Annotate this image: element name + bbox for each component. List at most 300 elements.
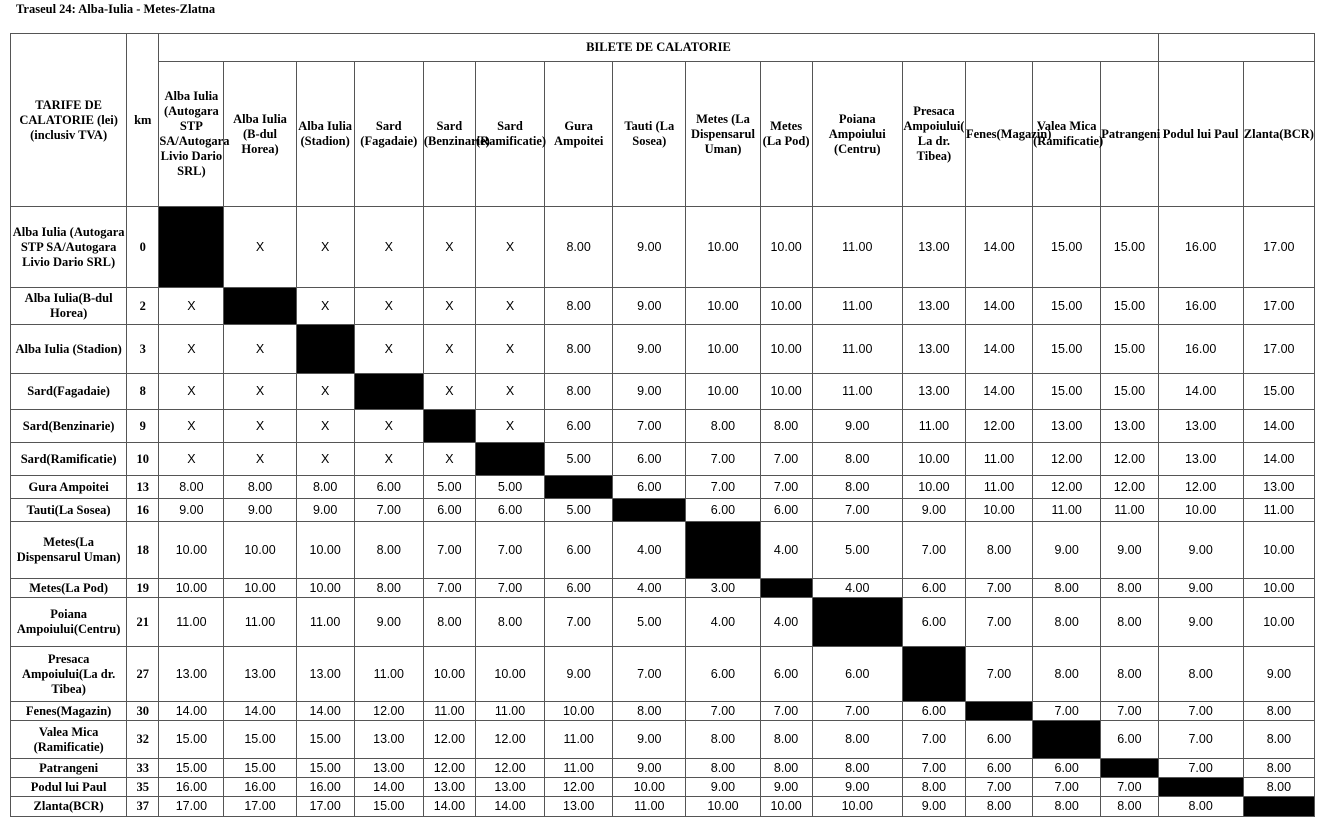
row-station-name: Metes(La Dispensarul Uman) <box>11 522 127 579</box>
fare-cell: 15.00 <box>1101 207 1158 288</box>
row-station-name: Patrangeni <box>11 759 127 778</box>
fare-cell: 10.00 <box>760 797 812 817</box>
fare-cell: 6.00 <box>965 721 1032 759</box>
fare-cell: 8.00 <box>545 207 613 288</box>
fare-cell: X <box>354 443 423 476</box>
fare-cell: 7.00 <box>902 721 965 759</box>
table-row <box>11 797 1315 817</box>
fare-cell: 6.00 <box>812 647 902 702</box>
fare-cell: 10.00 <box>1158 499 1243 522</box>
fare-cell: 10.00 <box>545 702 613 721</box>
fare-cell: 17.00 <box>1243 207 1314 288</box>
fare-cell: 11.00 <box>812 207 902 288</box>
fare-cell: 5.00 <box>812 522 902 579</box>
fare-cell: 15.00 <box>296 759 354 778</box>
row-km: 35 <box>127 778 159 797</box>
fare-cell: 7.00 <box>613 647 686 702</box>
fare-cell: 9.00 <box>296 499 354 522</box>
fare-cell: 6.00 <box>902 702 965 721</box>
fare-cell: 10.00 <box>902 476 965 499</box>
fare-cell: 6.00 <box>613 443 686 476</box>
fare-cell: X <box>354 288 423 325</box>
row-station-name: Alba Iulia(B-dul Horea) <box>11 288 127 325</box>
fare-cell: 17.00 <box>224 797 296 817</box>
fare-cell: 12.00 <box>423 759 475 778</box>
fare-cell: 15.00 <box>224 721 296 759</box>
fare-cell: 13.00 <box>296 647 354 702</box>
fare-cell: X <box>475 410 544 443</box>
fare-cell: 9.00 <box>1158 579 1243 598</box>
fare-cell: X <box>159 374 224 410</box>
table-row <box>11 759 1315 778</box>
fare-cell: 16.00 <box>1158 207 1243 288</box>
column-header: Tauti (La Sosea) <box>613 62 686 207</box>
fare-cell: 4.00 <box>686 598 760 647</box>
fare-cell: 15.00 <box>224 759 296 778</box>
fare-cell: 13.00 <box>1158 410 1243 443</box>
fare-cell: 7.00 <box>902 759 965 778</box>
fare-cell: 14.00 <box>354 778 423 797</box>
fare-cell: 4.00 <box>613 522 686 579</box>
fare-cell: X <box>224 374 296 410</box>
fare-cell: X <box>159 443 224 476</box>
fare-cell: 3.00 <box>686 579 760 598</box>
fare-cell: 16.00 <box>1158 288 1243 325</box>
tickets-header-blank <box>1158 34 1314 62</box>
fare-cell: 6.00 <box>423 499 475 522</box>
row-km: 30 <box>127 702 159 721</box>
fare-cell: 15.00 <box>159 759 224 778</box>
column-header: Sard (Fagadaie) <box>354 62 423 207</box>
table-row <box>11 579 1315 598</box>
fare-cell: X <box>475 207 544 288</box>
fare-cell: 8.00 <box>686 721 760 759</box>
table-row <box>11 207 1315 288</box>
row-station-name: Alba Iulia (Stadion) <box>11 325 127 374</box>
fare-cell: 6.00 <box>1033 759 1101 778</box>
fare-cell: X <box>423 443 475 476</box>
table-row <box>11 476 1315 499</box>
row-station-name: Sard(Fagadaie) <box>11 374 127 410</box>
fare-cell: 13.00 <box>1033 410 1101 443</box>
table-row <box>11 499 1315 522</box>
fare-cell: 6.00 <box>545 579 613 598</box>
diagonal-blank-cell <box>965 702 1032 721</box>
diagonal-blank-cell <box>1101 759 1158 778</box>
fare-cell: 8.00 <box>354 522 423 579</box>
fare-cell: 7.00 <box>965 778 1032 797</box>
fare-cell: 15.00 <box>1101 325 1158 374</box>
fare-cell: 8.00 <box>545 374 613 410</box>
fare-cell: 16.00 <box>1158 325 1243 374</box>
fare-cell: 7.00 <box>760 443 812 476</box>
fare-cell: 11.00 <box>812 374 902 410</box>
fare-cell: 15.00 <box>1101 288 1158 325</box>
fare-cell: 15.00 <box>354 797 423 817</box>
fare-cell: X <box>423 374 475 410</box>
fare-cell: 8.00 <box>159 476 224 499</box>
document-title: Traseul 24: Alba-Iulia - Metes-Zlatna <box>16 2 216 16</box>
fare-cell: 8.00 <box>1101 647 1158 702</box>
row-station-name: Alba Iulia (Autogara STP SA/Autogara Livio Dario SRL) <box>11 207 127 288</box>
diagonal-blank-cell <box>354 374 423 410</box>
fare-cell: 8.00 <box>812 476 902 499</box>
fare-cell: 14.00 <box>1158 374 1243 410</box>
fare-cell: 7.00 <box>613 410 686 443</box>
fare-cell: 14.00 <box>423 797 475 817</box>
diagonal-blank-cell <box>423 410 475 443</box>
row-station-name: Tauti(La Sosea) <box>11 499 127 522</box>
table-row <box>11 443 1315 476</box>
row-station-name: Sard(Benzinarie) <box>11 410 127 443</box>
fare-cell: 11.00 <box>545 759 613 778</box>
fare-cell: 8.00 <box>545 288 613 325</box>
row-station-name: Sard(Ramificatie) <box>11 443 127 476</box>
row-km: 3 <box>127 325 159 374</box>
fare-cell: 5.00 <box>423 476 475 499</box>
fare-cell: 10.00 <box>423 647 475 702</box>
fare-cell: X <box>296 443 354 476</box>
fare-cell: 10.00 <box>902 443 965 476</box>
fare-cell: 4.00 <box>760 522 812 579</box>
diagonal-blank-cell <box>1243 797 1314 817</box>
fare-cell: 8.00 <box>296 476 354 499</box>
fare-cell: 17.00 <box>296 797 354 817</box>
fare-cell: X <box>423 207 475 288</box>
fare-cell: 8.00 <box>1101 797 1158 817</box>
fare-cell: 10.00 <box>812 797 902 817</box>
fare-cell: 14.00 <box>475 797 544 817</box>
fare-cell: 8.00 <box>1243 759 1314 778</box>
fare-cell: 7.00 <box>475 522 544 579</box>
fare-cell: 11.00 <box>545 721 613 759</box>
fare-cell: 16.00 <box>159 778 224 797</box>
fare-cell: 10.00 <box>760 374 812 410</box>
fare-cell: 8.00 <box>1243 721 1314 759</box>
fare-cell: 13.00 <box>902 288 965 325</box>
tickets-header: BILETE DE CALATORIE <box>159 34 1158 62</box>
fare-cell: 11.00 <box>354 647 423 702</box>
fare-cell: 6.00 <box>354 476 423 499</box>
fare-cell: 9.00 <box>760 778 812 797</box>
fare-cell: 14.00 <box>965 325 1032 374</box>
fare-cell: X <box>354 325 423 374</box>
fare-cell: 7.00 <box>965 579 1032 598</box>
fare-cell: 6.00 <box>545 410 613 443</box>
fare-cell: 8.00 <box>686 410 760 443</box>
fare-cell: 9.00 <box>613 288 686 325</box>
row-km: 0 <box>127 207 159 288</box>
fare-cell: X <box>296 288 354 325</box>
fare-cell: 9.00 <box>613 207 686 288</box>
fare-cell: 11.00 <box>965 476 1032 499</box>
row-km: 27 <box>127 647 159 702</box>
fare-cell: 11.00 <box>159 598 224 647</box>
column-header: Sard (Ramificatie) <box>475 62 544 207</box>
fare-cell: 6.00 <box>475 499 544 522</box>
fare-cell: 7.00 <box>1033 702 1101 721</box>
fare-cell: 13.00 <box>902 207 965 288</box>
fare-cell: 7.00 <box>423 579 475 598</box>
fare-cell: 8.00 <box>1033 579 1101 598</box>
fare-cell: 11.00 <box>812 288 902 325</box>
fare-cell: 10.00 <box>760 325 812 374</box>
fare-cell: 14.00 <box>965 288 1032 325</box>
fare-cell: 5.00 <box>613 598 686 647</box>
fare-cell: 5.00 <box>545 443 613 476</box>
row-km: 19 <box>127 579 159 598</box>
fare-cell: X <box>423 325 475 374</box>
row-km: 18 <box>127 522 159 579</box>
row-station-name: Poiana Ampoiului(Centru) <box>11 598 127 647</box>
row-km: 16 <box>127 499 159 522</box>
fare-cell: 7.00 <box>760 702 812 721</box>
fare-cell: 4.00 <box>613 579 686 598</box>
column-header: Alba Iulia (B-dul Horea) <box>224 62 296 207</box>
fare-cell: X <box>296 207 354 288</box>
fare-cell: 8.00 <box>423 598 475 647</box>
fare-cell: 11.00 <box>475 702 544 721</box>
fare-cell: 9.00 <box>1158 598 1243 647</box>
column-header: Patrangeni <box>1101 62 1158 207</box>
fare-cell: 16.00 <box>224 778 296 797</box>
fare-cell: 8.00 <box>1158 797 1243 817</box>
fare-cell: 10.00 <box>159 579 224 598</box>
fare-cell: 10.00 <box>686 207 760 288</box>
column-header: Fenes(Magazin) <box>965 62 1032 207</box>
fare-cell: X <box>224 207 296 288</box>
fare-cell: 12.00 <box>965 410 1032 443</box>
fare-cell: 7.00 <box>812 499 902 522</box>
fare-cell: X <box>159 325 224 374</box>
row-station-name: Gura Ampoitei <box>11 476 127 499</box>
fare-cell: 10.00 <box>686 374 760 410</box>
fare-cell: 8.00 <box>1243 778 1314 797</box>
row-station-name: Fenes(Magazin) <box>11 702 127 721</box>
fare-cell: 12.00 <box>475 759 544 778</box>
fare-cell: X <box>296 374 354 410</box>
fare-cell: 13.00 <box>1101 410 1158 443</box>
diagonal-blank-cell <box>902 647 965 702</box>
fare-cell: 10.00 <box>686 797 760 817</box>
fare-table <box>10 33 1315 817</box>
fare-cell: 6.00 <box>965 759 1032 778</box>
fare-cell: 7.00 <box>1101 778 1158 797</box>
column-header: Alba Iulia (Autogara STP SA/Autogara Livio Dario SRL) <box>159 62 224 207</box>
fare-cell: 12.00 <box>1033 443 1101 476</box>
fare-cell: 9.00 <box>159 499 224 522</box>
fare-cell: 8.00 <box>354 579 423 598</box>
diagonal-blank-cell <box>475 443 544 476</box>
fare-cell: 6.00 <box>686 499 760 522</box>
fare-cell: 8.00 <box>812 721 902 759</box>
fare-cell: X <box>475 325 544 374</box>
fare-cell: X <box>354 207 423 288</box>
fare-cell: X <box>423 288 475 325</box>
fare-cell: 13.00 <box>475 778 544 797</box>
row-km: 8 <box>127 374 159 410</box>
fare-cell: 7.00 <box>965 647 1032 702</box>
fare-cell: X <box>475 288 544 325</box>
fare-cell: 9.00 <box>613 325 686 374</box>
column-header: Alba Iulia (Stadion) <box>296 62 354 207</box>
fare-cell: 6.00 <box>545 522 613 579</box>
fare-cell: 12.00 <box>1101 476 1158 499</box>
fare-cell: 17.00 <box>159 797 224 817</box>
fare-cell: 9.00 <box>812 410 902 443</box>
fare-cell: X <box>296 410 354 443</box>
fare-cell: 15.00 <box>296 721 354 759</box>
fare-cell: 13.00 <box>1158 443 1243 476</box>
fare-cell: 8.00 <box>1033 797 1101 817</box>
fare-cell: 9.00 <box>1033 522 1101 579</box>
table-row <box>11 647 1315 702</box>
fare-cell: 7.00 <box>1101 702 1158 721</box>
fare-cell: 7.00 <box>686 702 760 721</box>
fare-cell: X <box>354 410 423 443</box>
fare-cell: 13.00 <box>224 647 296 702</box>
table-row <box>11 721 1315 759</box>
fare-cell: 7.00 <box>902 522 965 579</box>
fare-cell: 14.00 <box>965 374 1032 410</box>
fare-cell: 6.00 <box>902 598 965 647</box>
fare-cell: 11.00 <box>423 702 475 721</box>
fare-cell: 11.00 <box>812 325 902 374</box>
fare-cell: 12.00 <box>354 702 423 721</box>
column-header: Valea Mica (Ramificatie) <box>1033 62 1101 207</box>
fare-cell: 5.00 <box>545 499 613 522</box>
table-row <box>11 325 1315 374</box>
km-header: km <box>127 34 159 207</box>
fare-cell: 6.00 <box>1101 721 1158 759</box>
fare-cell: 9.00 <box>812 778 902 797</box>
fare-cell: 17.00 <box>1243 288 1314 325</box>
column-header: Podul lui Paul <box>1158 62 1243 207</box>
column-header: Metes (La Dispensarul Uman) <box>686 62 760 207</box>
fare-cell: X <box>224 325 296 374</box>
column-header: Gura Ampoitei <box>545 62 613 207</box>
row-km: 2 <box>127 288 159 325</box>
row-km: 37 <box>127 797 159 817</box>
fare-cell: 8.00 <box>812 443 902 476</box>
fare-cell: 8.00 <box>1101 598 1158 647</box>
fare-cell: 15.00 <box>1033 288 1101 325</box>
fare-cell: 10.00 <box>760 288 812 325</box>
diagonal-blank-cell <box>159 207 224 288</box>
fare-cell: 7.00 <box>1158 759 1243 778</box>
diagonal-blank-cell <box>686 522 760 579</box>
column-header: Metes (La Pod) <box>760 62 812 207</box>
fare-cell: 7.00 <box>812 702 902 721</box>
fare-cell: 13.00 <box>1243 476 1314 499</box>
fare-cell: 12.00 <box>423 721 475 759</box>
fare-cell: 10.00 <box>1243 522 1314 579</box>
fare-cell: 6.00 <box>613 476 686 499</box>
column-header: Sard (Benzinarie) <box>423 62 475 207</box>
fare-cell: 13.00 <box>545 797 613 817</box>
fare-cell: 13.00 <box>902 374 965 410</box>
fare-cell: 8.00 <box>760 721 812 759</box>
fare-cell: 7.00 <box>965 598 1032 647</box>
fare-cell: 8.00 <box>545 325 613 374</box>
fare-cell: 8.00 <box>812 759 902 778</box>
fare-cell: 10.00 <box>224 522 296 579</box>
fare-cell: 9.00 <box>1101 522 1158 579</box>
diagonal-blank-cell <box>613 499 686 522</box>
row-km: 32 <box>127 721 159 759</box>
fare-cell: 11.00 <box>1243 499 1314 522</box>
fare-cell: 10.00 <box>296 579 354 598</box>
fare-cell: 13.00 <box>423 778 475 797</box>
row-km: 33 <box>127 759 159 778</box>
fare-cell: X <box>159 288 224 325</box>
fare-cell: 7.00 <box>1033 778 1101 797</box>
fare-cell: 9.00 <box>1158 522 1243 579</box>
diagonal-blank-cell <box>224 288 296 325</box>
table-row <box>11 410 1315 443</box>
fare-cell: 4.00 <box>812 579 902 598</box>
fare-cell: 10.00 <box>760 207 812 288</box>
column-header: Presaca Ampoiului( La dr. Tibea) <box>902 62 965 207</box>
fare-cell: 8.00 <box>475 598 544 647</box>
fare-cell: 6.00 <box>760 499 812 522</box>
diagonal-blank-cell <box>1158 778 1243 797</box>
fare-cell: 6.00 <box>760 647 812 702</box>
fare-cell: 10.00 <box>1243 579 1314 598</box>
fare-cell: X <box>224 410 296 443</box>
fare-cell: 8.00 <box>902 778 965 797</box>
row-km: 10 <box>127 443 159 476</box>
fare-cell: 9.00 <box>613 374 686 410</box>
fare-cell: 11.00 <box>965 443 1032 476</box>
fare-cell: 14.00 <box>296 702 354 721</box>
fare-cell: 13.00 <box>902 325 965 374</box>
table-row <box>11 522 1315 579</box>
fare-cell: 11.00 <box>902 410 965 443</box>
fare-cell: 12.00 <box>475 721 544 759</box>
table-row <box>11 598 1315 647</box>
row-station-name: Podul lui Paul <box>11 778 127 797</box>
fare-cell: 8.00 <box>1158 647 1243 702</box>
fare-cell: 14.00 <box>1243 443 1314 476</box>
fare-cell: 14.00 <box>159 702 224 721</box>
fare-cell: 9.00 <box>545 647 613 702</box>
fare-cell: 14.00 <box>224 702 296 721</box>
fare-cell: 11.00 <box>224 598 296 647</box>
fare-cell: 9.00 <box>613 759 686 778</box>
fare-cell: 10.00 <box>965 499 1032 522</box>
fare-cell: 8.00 <box>1033 598 1101 647</box>
fare-cell: 14.00 <box>965 207 1032 288</box>
fare-cell: 11.00 <box>613 797 686 817</box>
fare-cell: 9.00 <box>354 598 423 647</box>
fare-cell: 11.00 <box>1033 499 1101 522</box>
fare-cell: 5.00 <box>475 476 544 499</box>
row-km: 13 <box>127 476 159 499</box>
fare-cell: X <box>475 374 544 410</box>
fare-cell: 7.00 <box>354 499 423 522</box>
row-station-name: Metes(La Pod) <box>11 579 127 598</box>
fare-cell: 11.00 <box>1101 499 1158 522</box>
table-row <box>11 288 1315 325</box>
row-station-name: Valea Mica (Ramificatie) <box>11 721 127 759</box>
fare-cell: 9.00 <box>1243 647 1314 702</box>
row-km: 9 <box>127 410 159 443</box>
fare-cell: 9.00 <box>613 721 686 759</box>
fare-cell: 15.00 <box>1243 374 1314 410</box>
fare-cell: 10.00 <box>475 647 544 702</box>
fare-cell: 15.00 <box>1101 374 1158 410</box>
